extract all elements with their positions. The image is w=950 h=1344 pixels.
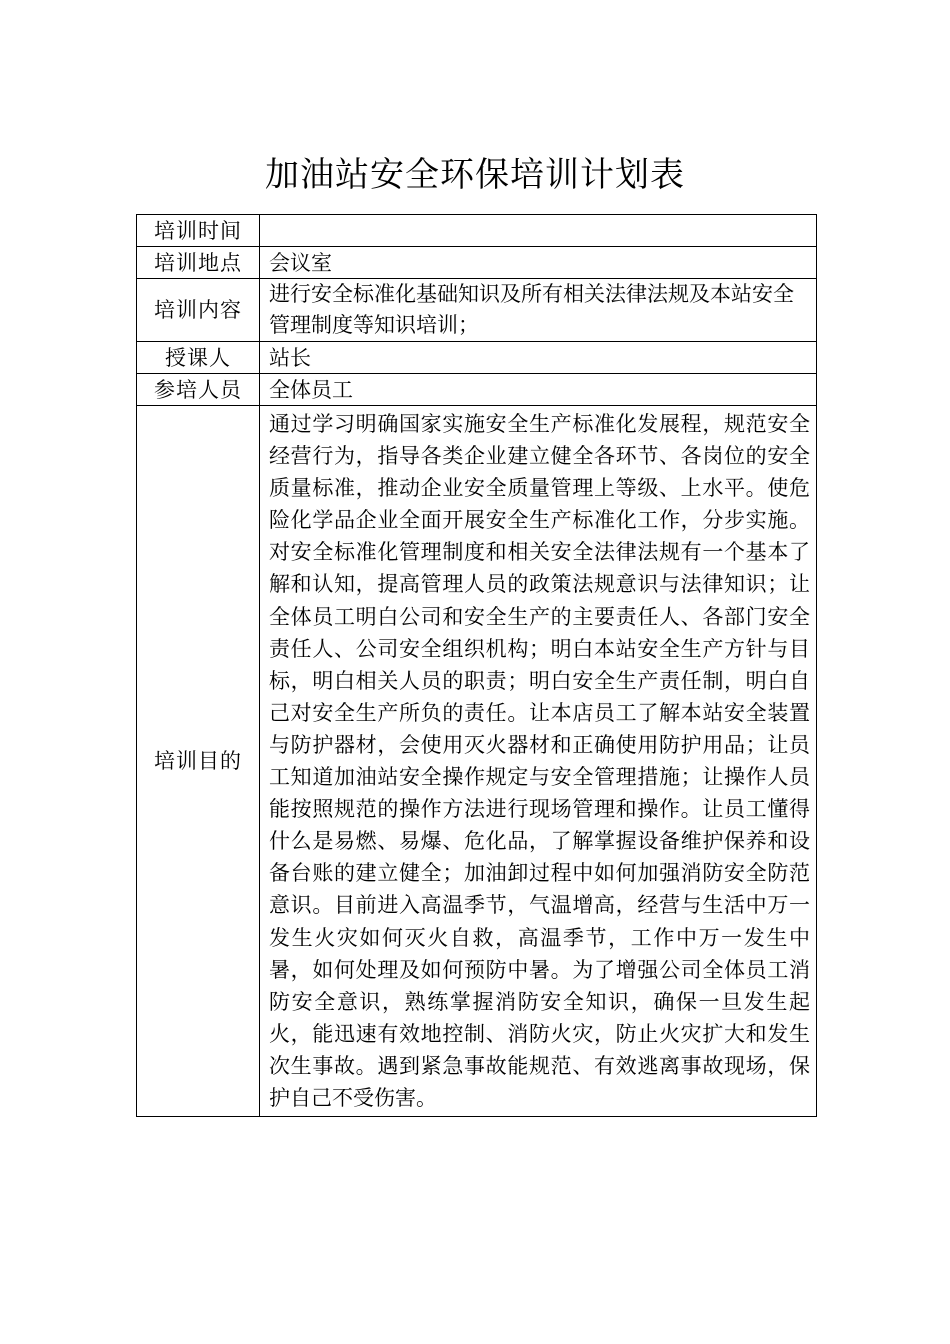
training-purpose-value: 通过学习明确国家实施安全生产标准化发展程，规范安全经营行为，指导各类企业建立健全各环节、各岗位的安全质量标准，推动企业安全质量管理上等级、上水平。使危险化学品企业全面开展安全生产标准化工作，分步实施。对安全标准化管理制度和相关安全法律法规有一个基本了解和认知，提高管理人员的政策法规意识与法律知识；让全体员工明白公司和安全生产的主要责任人、各部门安全责任人、公司安全组织机构；明白本站安全生产方针与目标，明白相关人员的职责；明白安全生产责任制，明白自己对安全生产所负的责任。让本店员工了解本站安全装置与防护器材，会使用灭火器材和正确使用防护用品；让员工知道加油站安全操作规定与安全管理措施；让操作人员能按照规范的操作方法进行现场管理和操作。让员工懂得什么是易燃、易爆、危化品，了解掌握设备维护保养和设备台账的建立健全；加油卸过程中如何加强消防安全防范意识。目前进入高温季节，气温增高，经营与生活中万一发生火灾如何灭火自救，高温季节，工作中万一发生中暑，如何处理及如何预防中暑。为了增强公司全体员工消防安全意识，熟练掌握消防安全知识，确保一旦发生起火，能迅速有效地控制、消防火灾，防止火灾扩大和发生次生事故。遇到紧急事故能规范、有效逃离事故现场，保护自己不受伤害。 <box>260 406 817 1117</box>
instructor-value: 站长 <box>260 342 817 374</box>
table-row-instructor <box>137 342 817 374</box>
row-label: 培训目的 <box>137 406 260 1117</box>
row-label: 参培人员 <box>137 374 260 406</box>
training-content-value: 进行安全标准化基础知识及所有相关法律法规及本站安全管理制度等知识培训； <box>260 279 817 342</box>
table-row-training-purpose <box>137 406 817 1117</box>
table-row-participants <box>137 374 817 406</box>
table-row-training-location <box>137 247 817 279</box>
row-label: 培训内容 <box>137 279 260 342</box>
participants-value: 全体员工 <box>260 374 817 406</box>
row-label: 授课人 <box>137 342 260 374</box>
table-row-training-time <box>137 215 817 247</box>
row-label: 培训地点 <box>137 247 260 279</box>
table-row-training-content <box>137 279 817 342</box>
row-label: 培训时间 <box>137 215 260 247</box>
page-title: 加油站安全环保培训计划表 <box>265 155 685 195</box>
training-plan-table <box>136 214 817 1117</box>
training-time-value <box>260 215 817 247</box>
training-location-value: 会议室 <box>260 247 817 279</box>
